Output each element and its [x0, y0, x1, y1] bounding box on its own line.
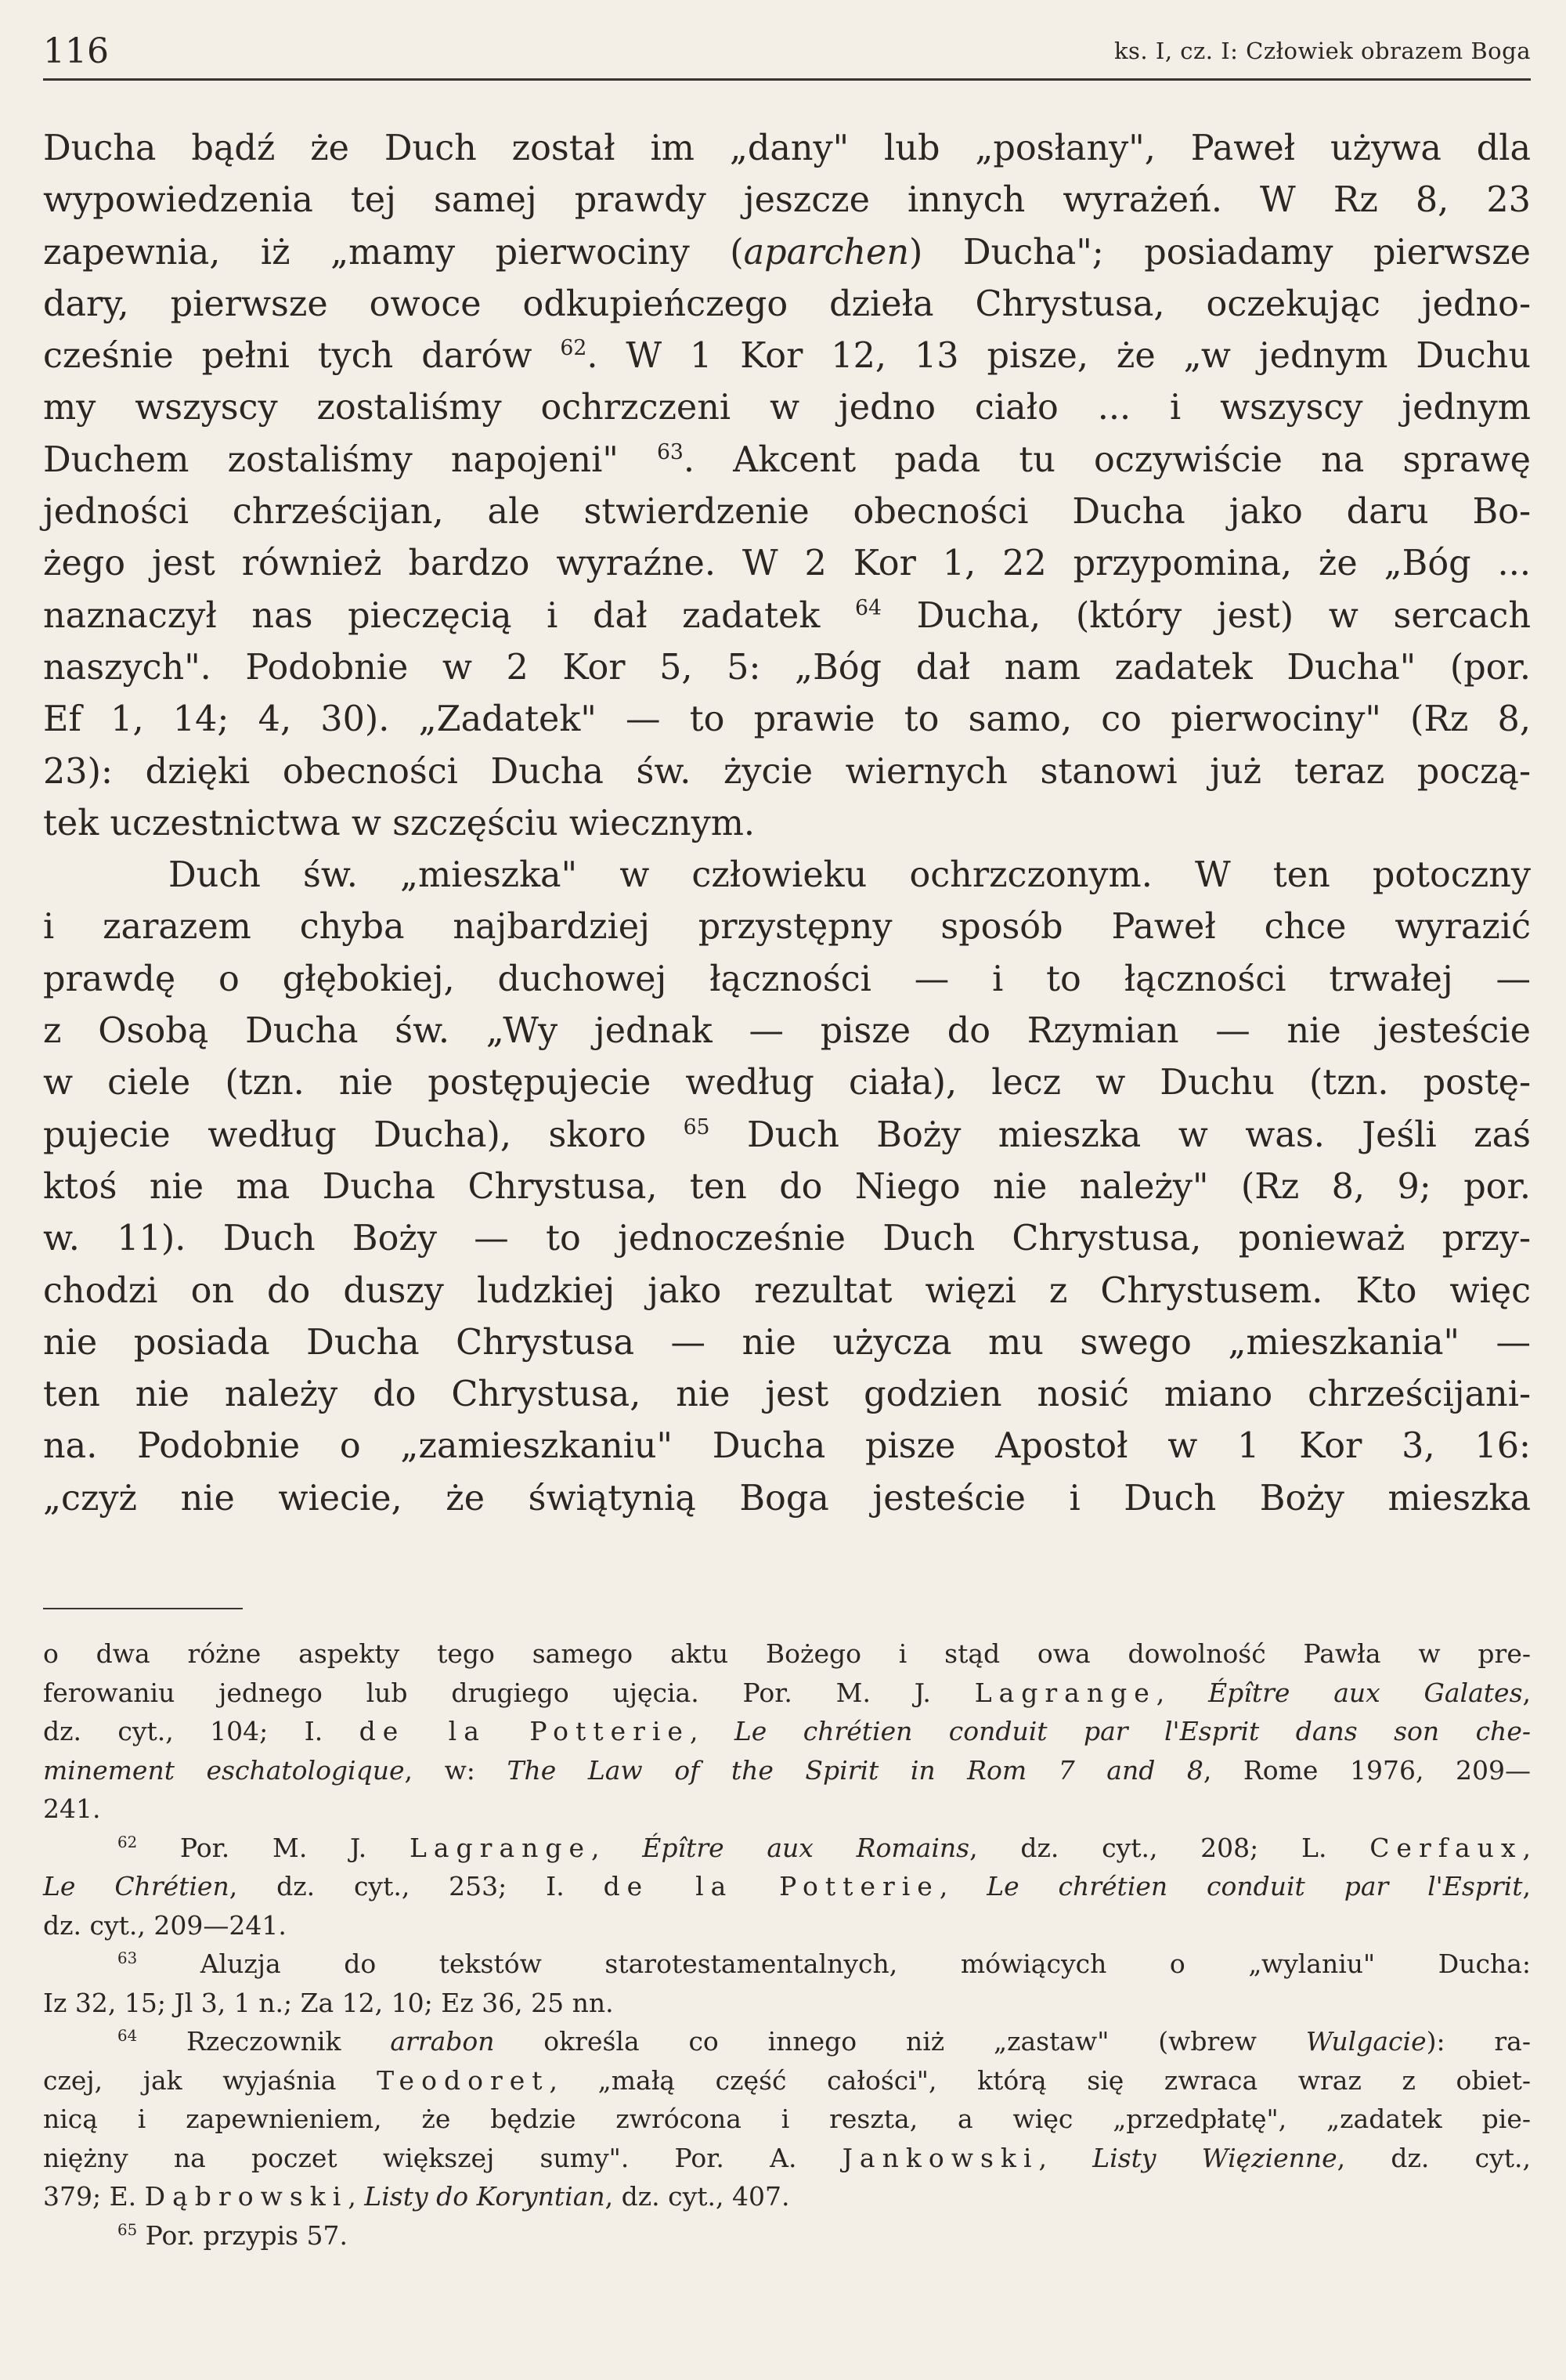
footnote-line: 379; E. Dąbrowski, Listy do Koryntian, dz. cyt., 407.	[43, 2181, 790, 2212]
text-line: Duch św. „mieszka" w człowieku ochrzczonym. W ten potoczny	[168, 855, 1531, 896]
page-header	[43, 31, 1531, 78]
text-line: ten nie należy do Chrystusa, nie jest godzien nosić miano chrześcijani-	[43, 1374, 1531, 1415]
text-line: ktoś nie ma Ducha Chrystusa, ten do Niego nie należy" (Rz 8, 9; por.	[43, 1166, 1531, 1207]
text-line: na. Podobnie o „zamieszkaniu" Ducha pisze Apostoł w 1 Kor 3, 16:	[43, 1426, 1531, 1467]
footnote-line: ferowaniu jednego lub drugiego ujęcia. Por. M. J. Lagrange, Épître aux Galates,	[43, 1677, 1532, 1708]
text-line: w. 11). Duch Boży — to jednocześnie Duch Chrystusa, ponieważ przy-	[43, 1219, 1531, 1259]
text-line: pujecie według Ducha), skoro $^{65}$ Duch Boży mieszka w was. Jeśli zaś	[43, 1114, 1531, 1155]
footnote-line: czej, jak wyjaśnia Teodoret, „małą część całości", którą się zwraca wraz z obiet-	[43, 2064, 1531, 2096]
footnote-line: 241.	[43, 1793, 101, 1824]
footnote-line: o dwa różne aspekty tego samego aktu Bożego i stąd owa dowolność Pawła w pre-	[43, 1638, 1531, 1669]
footnote-separator	[43, 1608, 243, 1609]
footnote-ref: 63	[656, 439, 684, 464]
footnote-line: dz. cyt., 209—241.	[43, 1909, 287, 1941]
text-line: nie posiada Ducha Chrystusa — nie użycza mu swego „mieszkania" —	[43, 1322, 1531, 1363]
footnote-number: 64	[117, 2027, 138, 2045]
footnote-ref: 62	[560, 336, 587, 361]
footnotes	[43, 1634, 1531, 2255]
text-line: tek uczestnictwa w szczęściu wiecznym.	[43, 803, 756, 843]
text-line: Ducha bądź że Duch został im „dany" lub „posłany", Paweł używa dla	[43, 128, 1531, 168]
main-text	[43, 123, 1531, 1525]
footnote-line: Le Chrétien, dz. cyt., 253; I. de la Potterie, Le chrétien conduit par l'Esprit,	[43, 1871, 1531, 1901]
header-rule	[43, 78, 1531, 81]
text-line: żego jest również bardzo wyraźne. W 2 Kor 1, 22 przypomina, że „Bóg ...	[43, 544, 1531, 584]
footnote-line: Iz 32, 15; Jl 3, 1 n.; Za 12, 10; Ez 36, 25 nn.	[43, 1987, 614, 2018]
footnote-number: 65	[117, 2220, 138, 2239]
footnote-number: 62	[117, 1833, 138, 1851]
footnote-ref: 64	[854, 595, 882, 620]
footnote-ref: 65	[683, 1114, 710, 1139]
footnote-62: $^{62}$ Por. M. J. Lagrange, Épître aux Romains, dz. cyt., 208; L. Cerfaux,	[117, 1832, 1531, 1863]
footnote-line: nicą i zapewnieniem, że będzie zwrócona i reszta, a więc „przedpłatę", „zadatek pie-	[43, 2104, 1531, 2134]
text-line: prawdę o głębokiej, duchowej łączności — i to łączności trwałej —	[43, 959, 1531, 999]
text-line: my wszyscy zostaliśmy ochrzczeni w jedno ciało ... i wszyscy jednym	[43, 388, 1531, 428]
footnote-65: $^{65}$ Por. przypis 57.	[117, 2219, 348, 2251]
footnote-line: minement eschatologique, w: The Law of the Spirit in Rom 7 and 8, Rome 1976, 209—	[43, 1754, 1531, 1786]
footnote-63: $^{63}$ Aluzja do tekstów starotestamentalnych, mówiących o „wylaniu" Ducha:	[117, 1948, 1531, 1979]
text-line: Ef 1, 14; 4, 30). „Zadatek" — to prawie to samo, co pierwociny" (Rz 8,	[43, 699, 1531, 740]
text-line: Duchem zostaliśmy napojeni" $^{63}$. Akcent pada tu oczywiście na sprawę	[43, 439, 1531, 480]
running-title: ks. I, cz. I: Człowiek obrazem Boga	[1113, 38, 1531, 64]
text-line: dary, pierwsze owoce odkupieńczego dzieła Chrystusa, oczekując jedno-	[43, 284, 1531, 324]
text-line: i zarazem chyba najbardziej przystępny sposób Paweł chce wyrazić	[43, 907, 1531, 948]
page-number: 116	[43, 31, 109, 71]
text-line: naszych". Podobnie w 2 Kor 5, 5: „Bóg dał nam zadatek Ducha" (por.	[43, 647, 1531, 688]
text-line: wypowiedzenia tej samej prawdy jeszcze innych wyrażeń. W Rz 8, 23	[43, 180, 1531, 221]
text-line: 23): dzięki obecności Ducha św. życie wiernych stanowi już teraz począ-	[43, 751, 1531, 792]
footnote-line: dz. cyt., 104; I. de la Potterie, Le chrétien conduit par l'Esprit dans son che-	[43, 1716, 1531, 1746]
footnote-64: $^{64}$ Rzeczownik arrabon określa co innego niż „zastaw" (wbrew Wulgacie): ra-	[117, 2026, 1532, 2057]
text-line: w ciele (tzn. nie postępujecie według ciała), lecz w Duchu (tzn. postę-	[43, 1063, 1531, 1103]
text-line: „czyż nie wiecie, że świątynią Boga jesteście i Duch Boży mieszka	[43, 1478, 1531, 1519]
text-line: chodzi on do duszy ludzkiej jako rezultat więzi z Chrystusem. Kto więc	[43, 1270, 1531, 1311]
footnote-number: 63	[117, 1949, 138, 1967]
text-line: naznaczył nas pieczęcią i dał zadatek $^{64}$ Ducha, (który jest) w sercach	[43, 595, 1531, 636]
text-line: cześnie pełni tych darów $^{62}$. W 1 Kor 12, 13 pisze, że „w jednym Duchu	[43, 336, 1531, 377]
text-line: jedności chrześcijan, ale stwierdzenie obecności Ducha jako daru Bo-	[43, 492, 1531, 533]
text-line: zapewnia, iż „mamy pierwociny (aparchen) Ducha"; posiadamy pierwsze	[43, 232, 1531, 273]
text-line: z Osobą Ducha św. „Wy jednak — pisze do Rzymian — nie jesteście	[43, 1011, 1531, 1052]
footnote-line: niężny na poczet większej sumy". Por. A. Jankowski, Listy Więzienne, dz. cyt.,	[43, 2142, 1531, 2173]
